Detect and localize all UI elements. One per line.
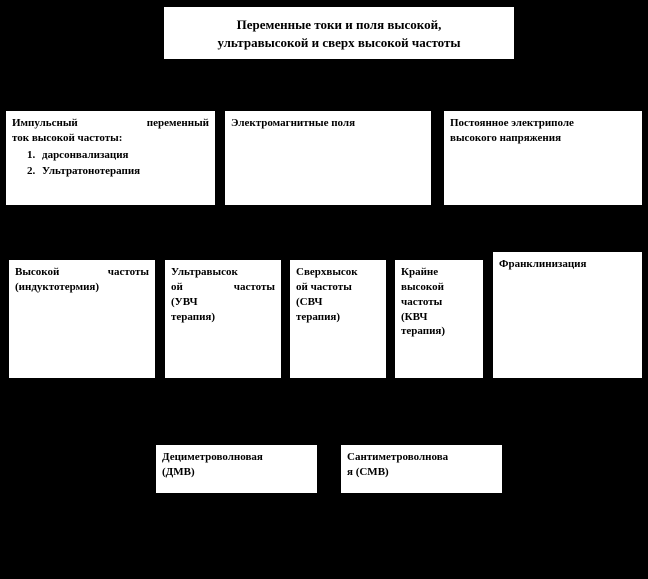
superhigh-frequency-line-4: терапия) xyxy=(296,310,341,323)
superhigh-frequency-box xyxy=(289,259,387,379)
ultrahigh-frequency-line-1: Ультравысок xyxy=(171,266,238,278)
extremely-high-frequency-line-5: терапия) xyxy=(401,325,446,338)
title-box xyxy=(163,6,515,60)
constant-electric-field-line-1: Постоянное электриполе xyxy=(450,117,574,129)
centimeter-wave-line-1: Сантиметроволнова xyxy=(347,451,449,463)
superhigh-frequency-line-2: ой частоты xyxy=(296,280,352,293)
high-frequency-line-2: (индуктотермия) xyxy=(15,280,100,293)
title-line-1: Переменные токи и поля высокой, xyxy=(236,16,442,32)
electromagnetic-fields-box xyxy=(224,110,432,206)
constant-electric-field-box xyxy=(443,110,643,206)
franklinization-box xyxy=(492,251,643,379)
electromagnetic-fields-label: Электромагнитные поля xyxy=(231,117,356,129)
ultrahigh-frequency-line-2: ой частоты xyxy=(171,280,275,293)
high-frequency-box xyxy=(8,259,156,379)
extremely-high-frequency-line-4: (КВЧ xyxy=(401,310,428,323)
ultrahigh-frequency-line-3: (УВЧ xyxy=(171,295,198,308)
superhigh-frequency-line-1: Сверхвысок xyxy=(296,266,358,278)
pulse-current-head-line-1: Импульсный переменный xyxy=(12,117,209,129)
pulse-current-box xyxy=(5,110,216,206)
list-item: 2. Ультратонотерапия xyxy=(38,164,209,179)
centimeter-wave-box xyxy=(340,444,503,494)
pulse-current-list xyxy=(12,148,209,179)
franklinization-label: Франклинизация xyxy=(499,258,587,270)
decimeter-wave-box xyxy=(155,444,318,494)
extremely-high-frequency-line-1: Крайне xyxy=(401,266,439,278)
high-frequency-line-1: Высокой частоты xyxy=(15,266,149,278)
extremely-high-frequency-box xyxy=(394,259,484,379)
superhigh-frequency-line-3: (СВЧ xyxy=(296,295,323,308)
ultrahigh-frequency-box xyxy=(164,259,282,379)
constant-electric-field-line-2: высокого напряжения xyxy=(450,131,562,144)
extremely-high-frequency-line-3: частоты xyxy=(401,295,443,308)
pulse-current-head-line-2: ток высокой частоты: xyxy=(12,131,123,144)
list-item: 1. дарсонвализация xyxy=(38,148,209,163)
ultrahigh-frequency-line-4: терапия) xyxy=(171,310,216,323)
centimeter-wave-line-2: я (СМВ) xyxy=(347,465,389,478)
decimeter-wave-line-1: Дециметроволновая xyxy=(162,451,263,463)
title-line-2: ультравысокой и сверх высокой частоты xyxy=(217,34,461,50)
decimeter-wave-line-2: (ДМВ) xyxy=(162,465,195,478)
extremely-high-frequency-line-2: высокой xyxy=(401,280,444,293)
